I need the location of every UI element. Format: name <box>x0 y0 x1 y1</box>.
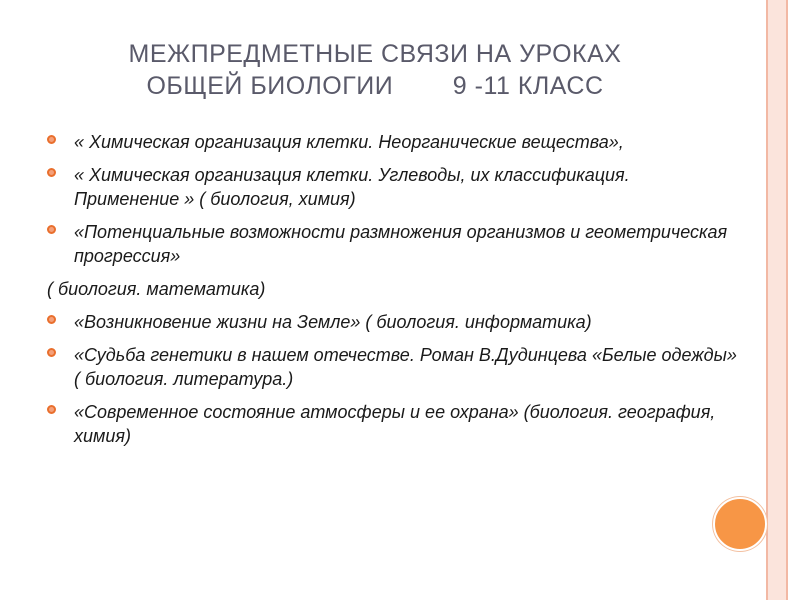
list-item <box>47 220 737 268</box>
border-stripe-line-right <box>786 0 788 600</box>
list-item <box>47 310 737 334</box>
list-item-text: « Химическая организация клетки. Неорганические вещества», <box>74 132 624 152</box>
bullet-icon <box>47 135 56 144</box>
list-item <box>47 343 737 391</box>
list-item <box>47 400 737 448</box>
list-item-text: «Судьба генетики в нашем отечестве. Роман В.Дудинцева «Белые одежды» ( биология. литература.) <box>74 345 737 389</box>
bullet-icon <box>47 348 56 357</box>
list-item-text: « Химическая организация клетки. Углеводы, их классификация. Применение » ( биология, химия) <box>74 165 630 209</box>
plain-text-line: ( биология. математика) <box>47 279 266 299</box>
border-stripe <box>768 0 786 600</box>
bullet-icon <box>47 405 56 414</box>
list-item-text: «Современное состояние атмосферы и ее охрана» (биология. география, химия) <box>74 402 716 446</box>
list-item <box>47 163 737 211</box>
list-item-text: «Потенциальные возможности размножения организмов и геометрическая прогрессия» <box>74 222 728 266</box>
list-item-text: «Возникновение жизни на Земле» ( биология. информатика) <box>74 312 592 332</box>
title-line-2: ОБЩЕЙ БИОЛОГИИ 9 -11 КЛАСС <box>146 72 604 100</box>
bullet-icon <box>47 315 56 324</box>
decorative-circle-icon <box>713 497 767 551</box>
title-line-1: МЕЖПРЕДМЕТНЫЕ СВЯЗИ НА УРОКАХ <box>128 40 622 68</box>
slide-title <box>60 38 690 102</box>
list-item <box>47 130 737 154</box>
bullet-icon <box>47 168 56 177</box>
bullet-list <box>47 130 737 457</box>
bullet-icon <box>47 225 56 234</box>
